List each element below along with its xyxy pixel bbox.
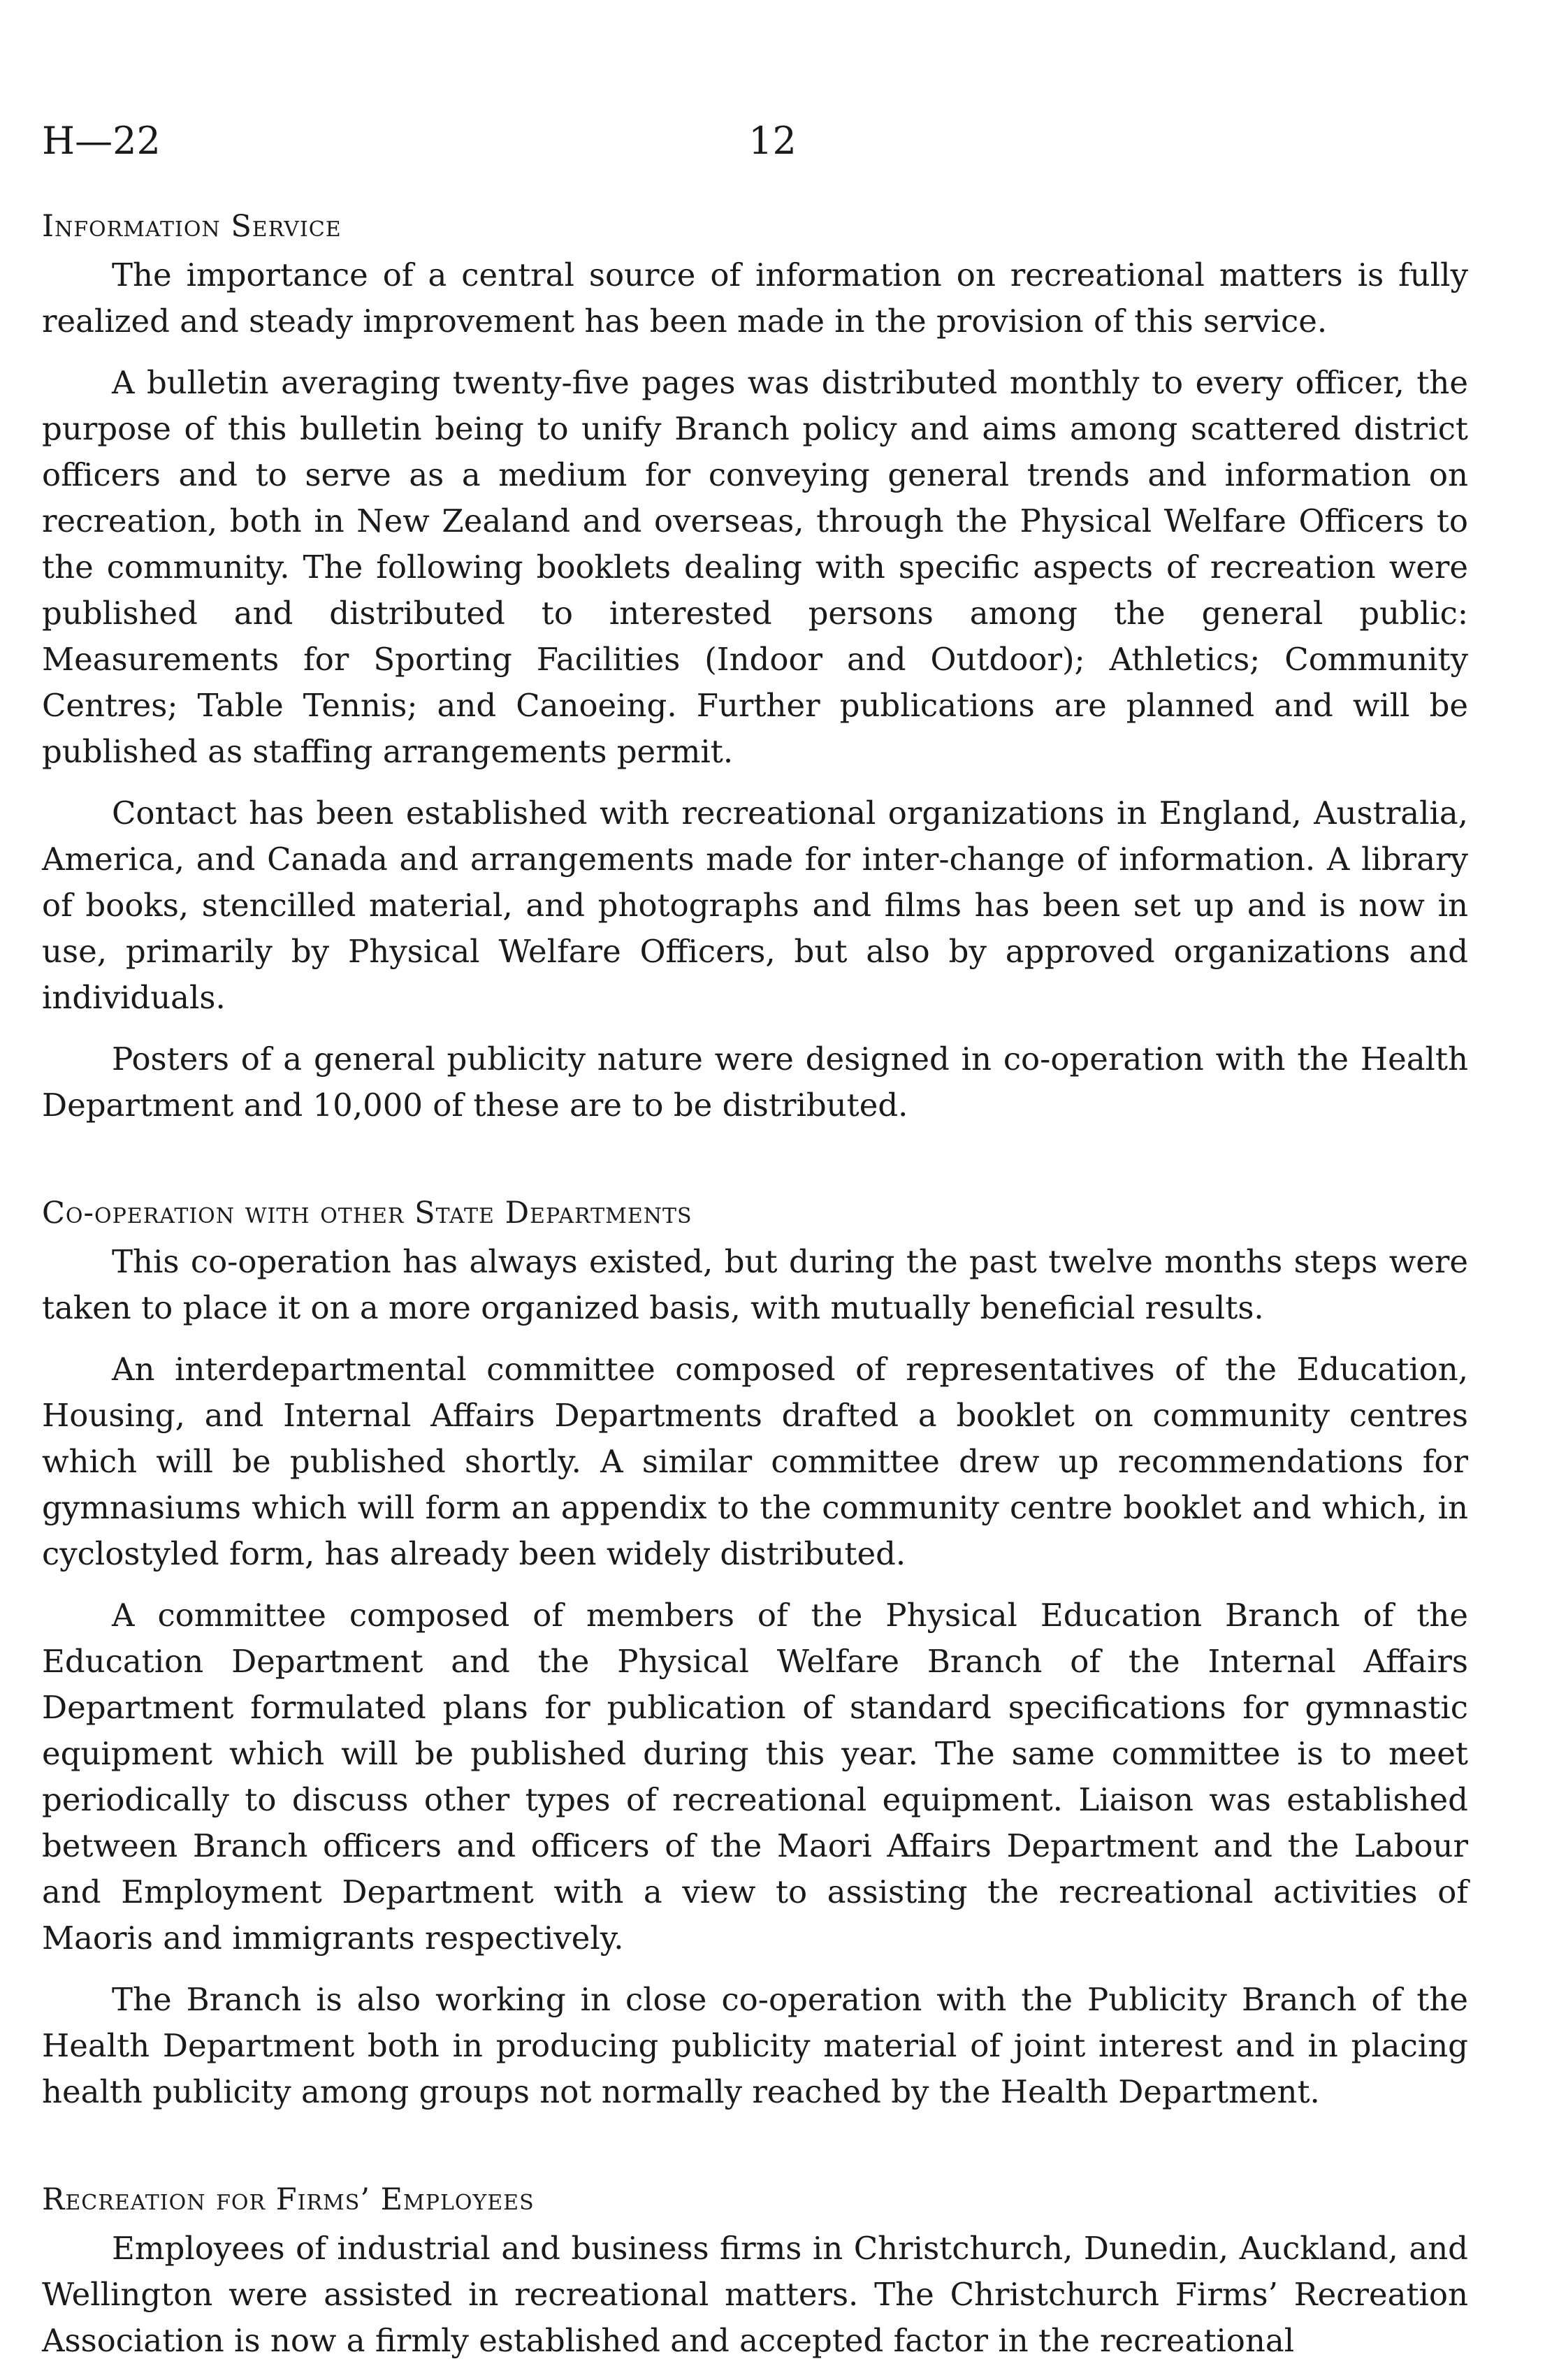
section-information-service	[42, 206, 1468, 1129]
paragraph: A committee composed of members of the Physical Education Branch of the Education Department and the Physical Welfare Branch of the Internal Affairs Department formulated plans for publication of standard specifications for gymnastic equipment which will be published during this year. The same committee is to meet periodically to discuss other types of recreational equipment. Liaison was established between Branch officers and officers of the Maori Affairs Department and the Labour and Employment Department with a view to assisting the recreational activities of Maoris and immigrants respectively.	[42, 1597, 1468, 1957]
paragraph: This co-operation has always existed, but during the past twelve months steps were taken to place it on a more organized basis, with mutually beneficial results.	[42, 1243, 1468, 1326]
section-heading: Co-operation with other State Departments	[42, 1196, 692, 1231]
paragraph: An interdepartmental committee composed of representatives of the Education, Housing, and Internal Affairs Departments drafted a booklet on community centres which will be published shortly. A similar committee drew up recommendations for gymnasiums which will form an appendix to the community centre booklet and which, in cyclostyled form, has already been widely distributed.	[42, 1351, 1468, 1572]
section-heading: Recreation for Firms’ Employees	[42, 2182, 535, 2217]
paragraph: Posters of a general publicity nature were designed in co-operation with the Health Department and 10,000 of these are to be distributed.	[42, 1040, 1468, 1124]
page-header	[42, 119, 1503, 175]
section-recreation-firms	[42, 2179, 1468, 2364]
document-body	[42, 206, 1468, 2379]
paragraph: Employees of industrial and business firms in Christchurch, Dunedin, Auckland, and Wellington were assisted in recreational matters. The Christchurch Firms’ Recreation Association is now a firmly established and accepted factor in the recreational	[42, 2230, 1468, 2359]
paragraph: A bulletin averaging twenty-five pages was distributed monthly to every officer, the purpose of this bulletin being to unify Branch policy and aims among scattered district officers and to serve as a medium for conveying general trends and information on recreation, both in New Zealand and overseas, through the Physical Welfare Officers to the community. The following booklets dealing with specific aspects of recreation were published and distributed to interested persons among the general public: Measurements for Sporting Facilities (Indoor and Outdoor); Athletics; Community Centres; Table Tennis; and Canoeing. Further publications are planned and will be published as staffing arrangements permit.	[42, 364, 1468, 770]
paragraph: The Branch is also working in close co-operation with the Publicity Branch of the Health Department both in producing publicity material of joint interest and in placing health publicity among groups not normally reached by the Health Department.	[42, 1981, 1468, 2110]
document-code: H—22	[42, 119, 161, 163]
section-heading: Information Service	[42, 209, 342, 244]
paragraph: Contact has been established with recreational organizations in England, Australia, America, and Canada and arrangements made for inter-change of information. A library of books, stencilled material, and photographs and films has been set up and is now in use, primarily by Physical Welfare Officers, but also by approved organizations and individuals.	[42, 794, 1468, 1016]
section-co-operation	[42, 1193, 1468, 2115]
page-number: 12	[748, 119, 797, 163]
paragraph: The importance of a central source of information on recreational matters is fully realized and steady improvement has been made in the provision of this service.	[42, 256, 1468, 340]
